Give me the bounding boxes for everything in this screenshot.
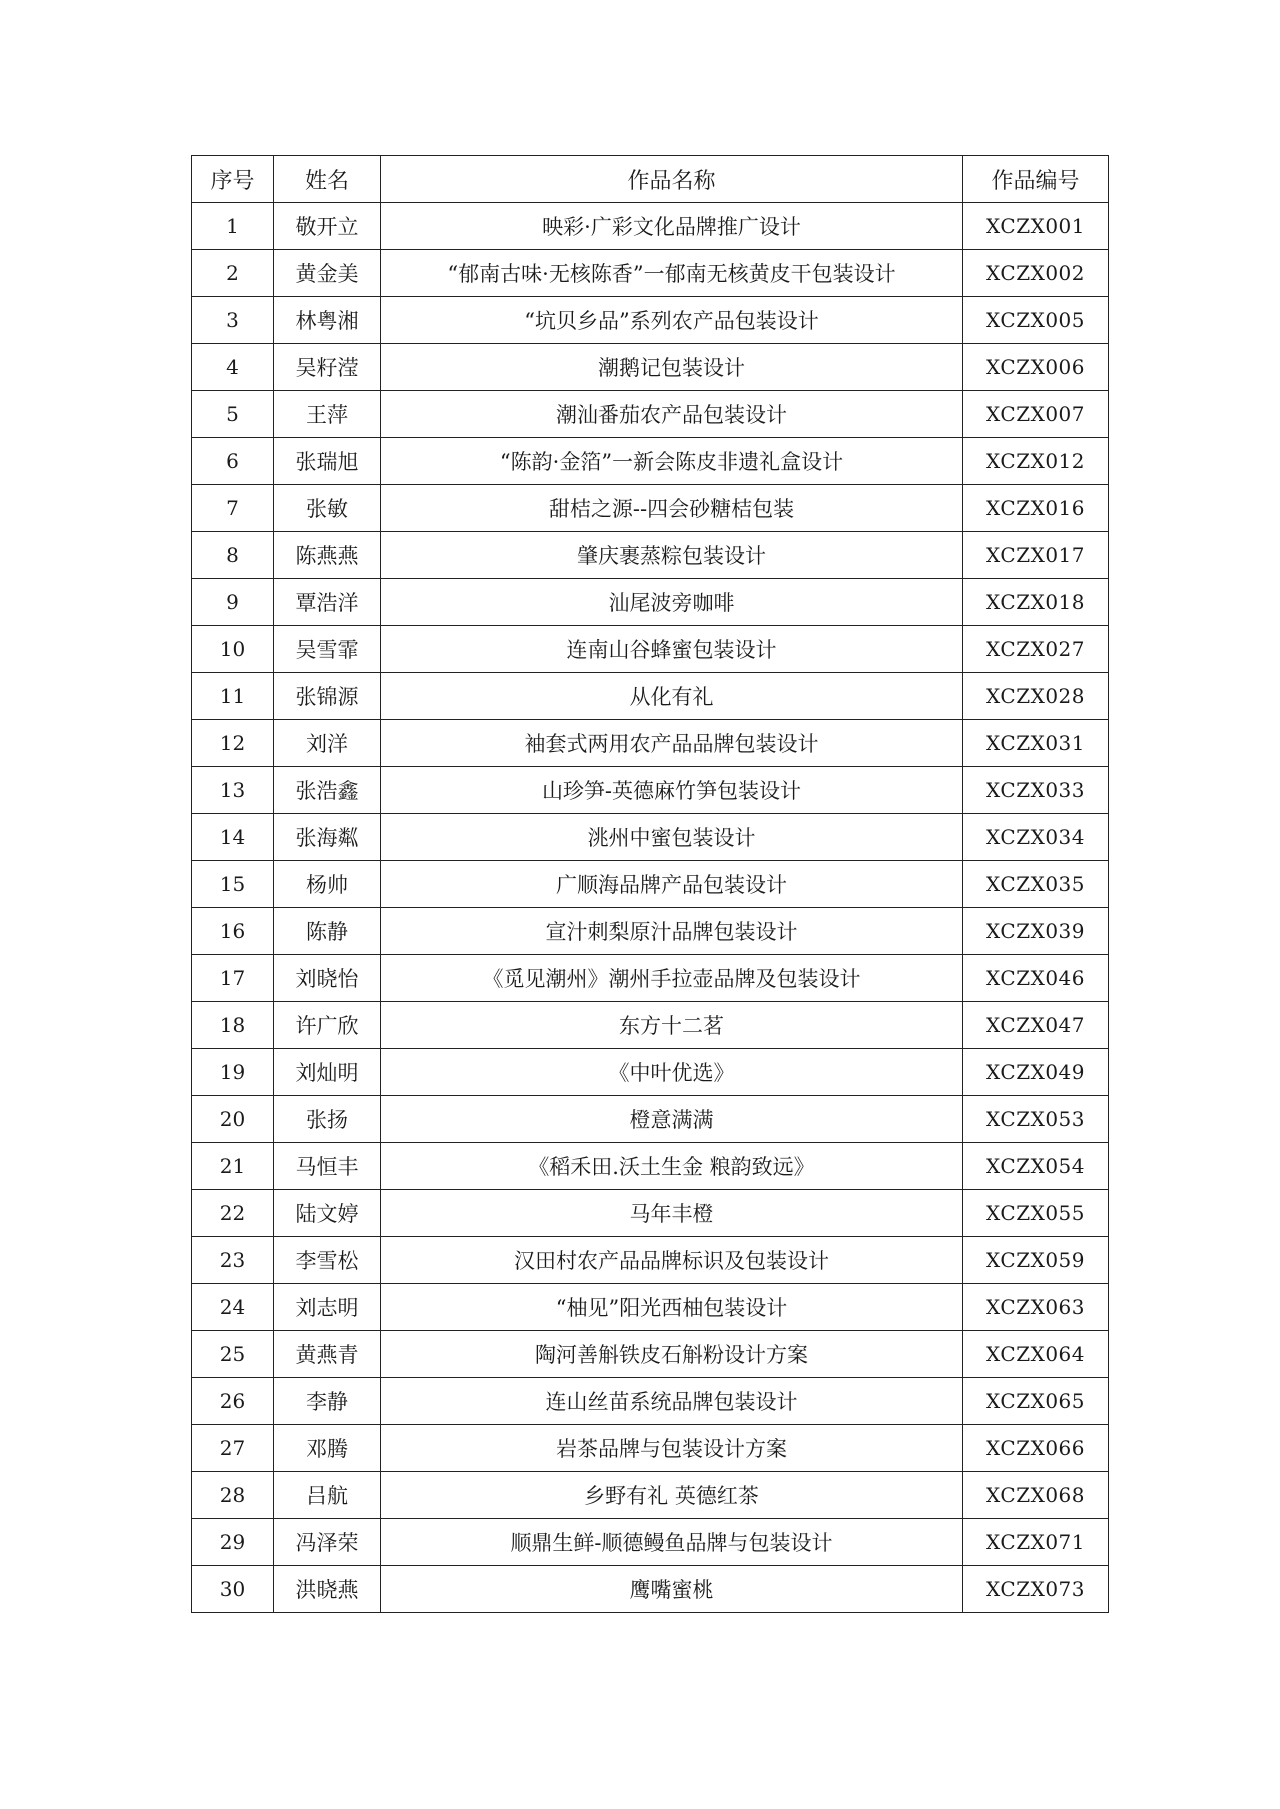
work-title: “郁南古味·无核陈香”一郁南无核黄皮干包装设计 <box>381 250 963 297</box>
work-title: 顺鼎生鲜-顺德鳗鱼品牌与包装设计 <box>381 1519 963 1566</box>
table-row <box>192 673 1109 720</box>
work-title: 袖套式两用农产品品牌包装设计 <box>381 720 963 767</box>
header-code: 作品编号 <box>963 156 1109 203</box>
row-number: 5 <box>192 391 274 438</box>
author-name: 陆文婷 <box>274 1190 381 1237</box>
work-code: XCZX034 <box>963 814 1109 861</box>
work-code: XCZX031 <box>963 720 1109 767</box>
work-code: XCZX028 <box>963 673 1109 720</box>
table-row <box>192 1143 1109 1190</box>
work-title: 肇庆裹蒸粽包装设计 <box>381 532 963 579</box>
works-table <box>191 155 1109 1613</box>
author-name: 刘灿明 <box>274 1049 381 1096</box>
header-row <box>192 156 1109 203</box>
work-title: 《觅见潮州》潮州手拉壶品牌及包装设计 <box>381 955 963 1002</box>
author-name: 刘洋 <box>274 720 381 767</box>
work-title: 橙意满满 <box>381 1096 963 1143</box>
work-code: XCZX046 <box>963 955 1109 1002</box>
work-code: XCZX068 <box>963 1472 1109 1519</box>
table-row <box>192 250 1109 297</box>
work-title: 乡野有礼 英德红茶 <box>381 1472 963 1519</box>
table-row <box>192 1566 1109 1613</box>
work-title: 宣汁刺梨原汁品牌包装设计 <box>381 908 963 955</box>
author-name: 李静 <box>274 1378 381 1425</box>
table-row <box>192 438 1109 485</box>
author-name: 张扬 <box>274 1096 381 1143</box>
work-title: 鹰嘴蜜桃 <box>381 1566 963 1613</box>
work-title: 连南山谷蜂蜜包装设计 <box>381 626 963 673</box>
work-title: 《稻禾田.沃土生金 粮韵致远》 <box>381 1143 963 1190</box>
header-name: 姓名 <box>274 156 381 203</box>
work-code: XCZX055 <box>963 1190 1109 1237</box>
table-row <box>192 720 1109 767</box>
author-name: 陈静 <box>274 908 381 955</box>
row-number: 4 <box>192 344 274 391</box>
table-row <box>192 1237 1109 1284</box>
row-number: 26 <box>192 1378 274 1425</box>
work-code: XCZX006 <box>963 344 1109 391</box>
table-row <box>192 1472 1109 1519</box>
work-code: XCZX007 <box>963 391 1109 438</box>
author-name: 冯泽荣 <box>274 1519 381 1566</box>
table-row <box>192 861 1109 908</box>
author-name: 刘晓怡 <box>274 955 381 1002</box>
row-number: 21 <box>192 1143 274 1190</box>
author-name: 吴雪霏 <box>274 626 381 673</box>
table-row <box>192 485 1109 532</box>
work-title: “坑贝乡品”系列农产品包装设计 <box>381 297 963 344</box>
work-code: XCZX064 <box>963 1331 1109 1378</box>
author-name: 陈燕燕 <box>274 532 381 579</box>
row-number: 22 <box>192 1190 274 1237</box>
table-body <box>192 203 1109 1613</box>
row-number: 17 <box>192 955 274 1002</box>
author-name: 张锦源 <box>274 673 381 720</box>
work-title: 汕尾波旁咖啡 <box>381 579 963 626</box>
work-title: 潮鹅记包装设计 <box>381 344 963 391</box>
author-name: 张海粼 <box>274 814 381 861</box>
table-row <box>192 1425 1109 1472</box>
row-number: 15 <box>192 861 274 908</box>
table-row <box>192 391 1109 438</box>
row-number: 9 <box>192 579 274 626</box>
author-name: 张瑞旭 <box>274 438 381 485</box>
table-row <box>192 626 1109 673</box>
row-number: 30 <box>192 1566 274 1613</box>
work-code: XCZX047 <box>963 1002 1109 1049</box>
author-name: 覃浩洋 <box>274 579 381 626</box>
author-name: 黄金美 <box>274 250 381 297</box>
row-number: 10 <box>192 626 274 673</box>
table-row <box>192 579 1109 626</box>
row-number: 20 <box>192 1096 274 1143</box>
table-row <box>192 1190 1109 1237</box>
work-code: XCZX033 <box>963 767 1109 814</box>
work-code: XCZX016 <box>963 485 1109 532</box>
table-row <box>192 344 1109 391</box>
row-number: 25 <box>192 1331 274 1378</box>
table-header <box>192 156 1109 203</box>
author-name: 张敏 <box>274 485 381 532</box>
work-title: 东方十二茗 <box>381 1002 963 1049</box>
work-title: 从化有礼 <box>381 673 963 720</box>
work-code: XCZX065 <box>963 1378 1109 1425</box>
author-name: 杨帅 <box>274 861 381 908</box>
author-name: 黄燕青 <box>274 1331 381 1378</box>
work-title: 连山丝苗系统品牌包装设计 <box>381 1378 963 1425</box>
work-title: “柚见”阳光西柚包装设计 <box>381 1284 963 1331</box>
work-code: XCZX066 <box>963 1425 1109 1472</box>
work-code: XCZX054 <box>963 1143 1109 1190</box>
work-title: 岩茶品牌与包装设计方案 <box>381 1425 963 1472</box>
work-code: XCZX005 <box>963 297 1109 344</box>
table-row <box>192 814 1109 861</box>
row-number: 13 <box>192 767 274 814</box>
row-number: 28 <box>192 1472 274 1519</box>
work-code: XCZX017 <box>963 532 1109 579</box>
row-number: 24 <box>192 1284 274 1331</box>
author-name: 吕航 <box>274 1472 381 1519</box>
work-title: 山珍笋-英德麻竹笋包装设计 <box>381 767 963 814</box>
table-row <box>192 955 1109 1002</box>
work-code: XCZX002 <box>963 250 1109 297</box>
work-code: XCZX027 <box>963 626 1109 673</box>
author-name: 马恒丰 <box>274 1143 381 1190</box>
table-row <box>192 1378 1109 1425</box>
work-code: XCZX049 <box>963 1049 1109 1096</box>
work-code: XCZX001 <box>963 203 1109 250</box>
work-title: 甜桔之源--四会砂糖桔包装 <box>381 485 963 532</box>
row-number: 19 <box>192 1049 274 1096</box>
author-name: 林粤湘 <box>274 297 381 344</box>
table-row <box>192 1096 1109 1143</box>
work-code: XCZX063 <box>963 1284 1109 1331</box>
work-code: XCZX035 <box>963 861 1109 908</box>
table-row <box>192 767 1109 814</box>
row-number: 29 <box>192 1519 274 1566</box>
table-row <box>192 1049 1109 1096</box>
table-row <box>192 1002 1109 1049</box>
work-title: 潮汕番茄农产品包装设计 <box>381 391 963 438</box>
row-number: 27 <box>192 1425 274 1472</box>
work-code: XCZX053 <box>963 1096 1109 1143</box>
work-title: 马年丰橙 <box>381 1190 963 1237</box>
work-title: 广顺海品牌产品包装设计 <box>381 861 963 908</box>
work-title: 陶河善斛铁皮石斛粉设计方案 <box>381 1331 963 1378</box>
author-name: 许广欣 <box>274 1002 381 1049</box>
row-number: 7 <box>192 485 274 532</box>
table-row <box>192 203 1109 250</box>
row-number: 2 <box>192 250 274 297</box>
table-row <box>192 908 1109 955</box>
row-number: 16 <box>192 908 274 955</box>
work-code: XCZX071 <box>963 1519 1109 1566</box>
row-number: 23 <box>192 1237 274 1284</box>
row-number: 11 <box>192 673 274 720</box>
author-name: 邓腾 <box>274 1425 381 1472</box>
work-code: XCZX073 <box>963 1566 1109 1613</box>
author-name: 吴籽滢 <box>274 344 381 391</box>
table-row <box>192 1331 1109 1378</box>
work-title: 映彩·广彩文化品牌推广设计 <box>381 203 963 250</box>
header-title: 作品名称 <box>381 156 963 203</box>
header-no: 序号 <box>192 156 274 203</box>
row-number: 14 <box>192 814 274 861</box>
work-code: XCZX039 <box>963 908 1109 955</box>
row-number: 1 <box>192 203 274 250</box>
work-title: 《中叶优选》 <box>381 1049 963 1096</box>
row-number: 6 <box>192 438 274 485</box>
table-row <box>192 297 1109 344</box>
work-code: XCZX012 <box>963 438 1109 485</box>
work-title: 汉田村农产品品牌标识及包装设计 <box>381 1237 963 1284</box>
row-number: 18 <box>192 1002 274 1049</box>
work-code: XCZX059 <box>963 1237 1109 1284</box>
row-number: 12 <box>192 720 274 767</box>
table-row <box>192 1284 1109 1331</box>
author-name: 洪晓燕 <box>274 1566 381 1613</box>
author-name: 刘志明 <box>274 1284 381 1331</box>
work-title: 洮州中蜜包装设计 <box>381 814 963 861</box>
author-name: 敬开立 <box>274 203 381 250</box>
row-number: 3 <box>192 297 274 344</box>
work-title: “陈韵·金箔”一新会陈皮非遗礼盒设计 <box>381 438 963 485</box>
author-name: 张浩鑫 <box>274 767 381 814</box>
table-row <box>192 532 1109 579</box>
row-number: 8 <box>192 532 274 579</box>
author-name: 李雪松 <box>274 1237 381 1284</box>
table-row <box>192 1519 1109 1566</box>
author-name: 王萍 <box>274 391 381 438</box>
work-code: XCZX018 <box>963 579 1109 626</box>
